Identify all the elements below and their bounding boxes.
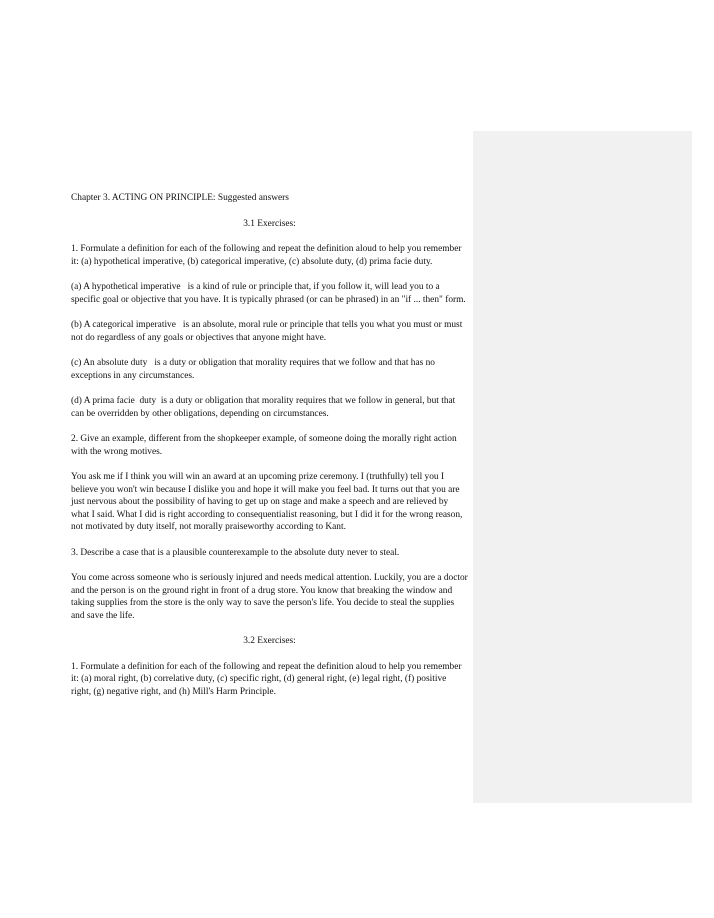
exercise-question-3-2-1: 1. Formulate a definition for each of the following and repeat the definition aloud to help you remember it: (a) moral right, (b) correlative duty, (c) specific right, (d) general right, (e) legal right, (f) positive right, (g) negative right, and (h) Mill's Harm Principle. xyxy=(71,661,464,697)
section-heading-3-2: 3.2 Exercises: xyxy=(243,636,296,646)
exercise-question-3: 3. Describe a case that is a plausible counterexample to the absolute duty never to steal. xyxy=(71,547,400,558)
exercise-question-1: 1. Formulate a definition for each of the following and repeat the definition aloud to help you remember it: (a) hypothetical imperative, (b) categorical imperative, (c) absolute duty, (d) prima facie duty. xyxy=(71,244,464,267)
answer-hypothetical-imperative: (a) A hypothetical imperative is a kind of rule or principle that, if you follow it, will lead you to a specific goal or objective that you have. It is typically phrased (or can be phrased) in an "if ... then" form. xyxy=(71,282,466,305)
answer-absolute-duty: (c) An absolute duty is a duty or obligation that morality requires that we follow and that has no exceptions in any circumstances. xyxy=(71,358,438,381)
section-heading-3-1: 3.1 Exercises: xyxy=(243,218,296,229)
answer-question-2: You ask me if I think you will win an award at an upcoming prize ceremony. I (truthfully) tell you I believe you won't win because I dislike you and hope it will make you feel bad. It turns out that you are just nervous about the possibility of having to get up on stage and make a speech and are relieved by what I said. What I did is right according to consequentialist reasoning, but I did it for the wrong reason, not motivated by duty itself, not morally praiseworthy according to Kant. xyxy=(71,472,465,532)
document-body xyxy=(71,192,471,711)
comment-margin-pane xyxy=(473,131,692,803)
answer-prima-facie-duty: (d) A prima facie duty is a duty or obligation that morality requires that we follow in general, but that can be overridden by other obligations, depending on circumstances. xyxy=(71,396,458,419)
chapter-title: Chapter 3. ACTING ON PRINCIPLE: Suggested answers xyxy=(71,193,289,203)
answer-question-3: You come across someone who is seriously injured and needs medical attention. Luckily, you are a doctor and the person is on the ground right in front of a drug store. You know that breaking the window and taking supplies from the store is the only way to save the person's life. You decide to steal the supplies and save the life. xyxy=(71,573,471,621)
answer-categorical-imperative: (b) A categorical imperative is an absolute, moral rule or principle that tells you what you must or must not do regardless of any goals or objectives that anyone might have. xyxy=(71,320,465,343)
exercise-question-2: 2. Give an example, different from the shopkeeper example, of someone doing the morally right action with the wrong motives. xyxy=(71,434,459,457)
